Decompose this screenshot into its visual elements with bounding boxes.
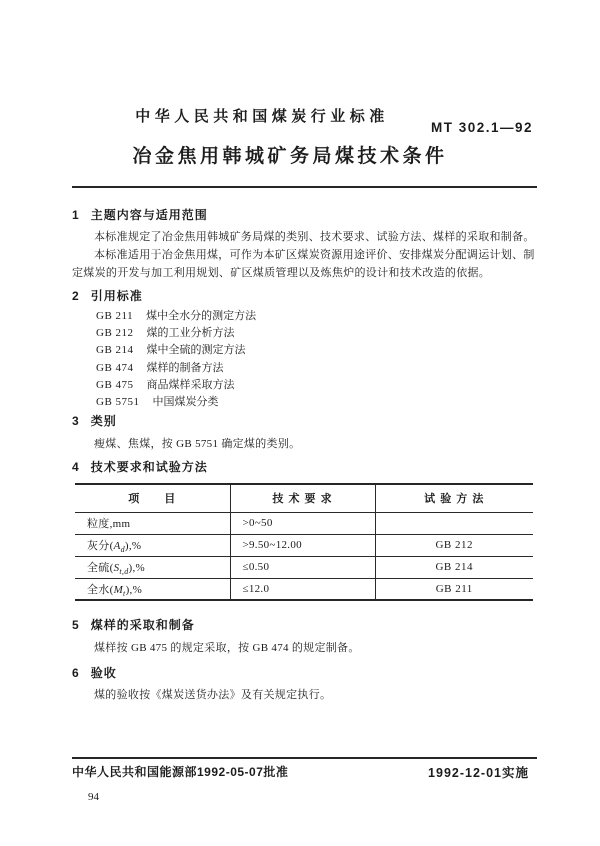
reference-item [96, 377, 537, 394]
table-cell-method: GB 214 [375, 556, 533, 578]
section-2-heading [72, 287, 537, 304]
approval-line: 中华人民共和国能源部1992-05-07批准 [72, 765, 289, 779]
reference-item [96, 360, 537, 377]
implementation-date: 1992-12-01实施 [428, 766, 529, 780]
section-5-title: 煤样的采取和制备 [90, 618, 195, 632]
reference-code: GB 211 [96, 310, 134, 322]
table-cell-item: 全硫$(S_{t,d}),\%$ [75, 556, 230, 578]
reference-code: GB 212 [96, 327, 134, 340]
section-1-title: 主题内容与适用范围 [90, 208, 208, 222]
requirements-table [75, 483, 533, 601]
section-5-paragraph: 煤样按 GB 475 的规定采取，按 GB 474 的规定制备。 [94, 642, 360, 654]
reference-list [96, 308, 537, 411]
header-rule [72, 186, 537, 188]
section-5-heading [72, 616, 537, 633]
standard-org-line: 中华人民共和国煤炭行业标准 [135, 108, 389, 125]
section-6-paragraph: 煤的验收按《煤炭送货办法》及有关规定执行。 [94, 689, 332, 701]
reference-code: GB 214 [96, 344, 134, 357]
reference-item [96, 325, 537, 342]
section-6-heading [72, 664, 537, 681]
table-cell-requirement: >9.50~12.00 [230, 534, 375, 556]
section-1-paragraph-2: 本标准适用于冶金焦用煤，可作为本矿区煤炭资源用途评价、安排煤炭分配调运计划、制定煤炭的开发与加工利用规划、矿区煤质管理以及炼焦炉的设计和技术改造的依据。 [72, 249, 535, 279]
reference-item [96, 394, 537, 411]
reference-code: GB 475 [96, 378, 134, 391]
section-3-number: 3 [72, 414, 79, 428]
reference-code: GB 5751 [96, 396, 140, 409]
section-3-paragraph: 瘦煤、焦煤，按 GB 5751 确定煤的类别。 [94, 438, 301, 450]
table-cell-method [375, 512, 533, 534]
table-row [75, 534, 533, 556]
page-content [72, 0, 537, 846]
section-3-heading [72, 412, 537, 429]
section-1-paragraph-1: 本标准规定了冶金焦用韩城矿务局煤的类别、技术要求、试验方法、煤样的采取和制备。 [94, 231, 535, 243]
section-5-number: 5 [72, 618, 79, 632]
reference-name: 煤中全水分的测定方法 [146, 310, 257, 322]
reference-name: 煤样的制备方法 [146, 361, 224, 374]
table-cell-method: GB 212 [375, 534, 533, 556]
column-header-method: 试 验 方 法 [375, 484, 533, 512]
table-cell-item: 粒度,mm [75, 512, 230, 534]
section-6-title: 验收 [90, 666, 117, 680]
standard-number: MT 302.1—92 [430, 120, 533, 135]
reference-code: GB 474 [96, 361, 134, 374]
section-4-heading [72, 458, 537, 475]
section-3-title: 类别 [90, 414, 117, 428]
section-4-title: 技术要求和试验方法 [90, 460, 208, 474]
document-title: 冶金焦用韩城矿务局煤技术条件 [132, 146, 448, 167]
reference-item [96, 308, 537, 325]
section-1-heading [72, 206, 537, 223]
section-4-number: 4 [72, 460, 79, 474]
table-cell-item: 灰分$(A_d),\%$ [75, 534, 230, 556]
column-header-requirement: 技 术 要 求 [230, 484, 375, 512]
table-row [75, 512, 533, 534]
table-cell-requirement: >0~50 [230, 512, 375, 534]
table-header-row [75, 484, 533, 512]
table-cell-requirement: ≤12.0 [230, 578, 375, 600]
reference-name: 煤的工业分析方法 [146, 327, 235, 340]
table-cell-requirement: ≤0.50 [230, 556, 375, 578]
page-number: 94 [88, 791, 99, 803]
table-row [75, 578, 533, 600]
reference-name: 煤中全硫的测定方法 [146, 344, 246, 357]
section-6-number: 6 [72, 666, 79, 680]
section-2-title: 引用标准 [90, 289, 143, 303]
reference-name: 中国煤炭分类 [152, 396, 219, 409]
reference-name: 商品煤样采取方法 [146, 378, 235, 391]
table-cell-item: 全水$(M_t),\%$ [75, 578, 230, 600]
footer-rule [72, 757, 537, 759]
section-2-number: 2 [72, 289, 79, 303]
table-cell-method: GB 211 [375, 578, 533, 600]
table-row [75, 556, 533, 578]
column-header-item: 项 目 [75, 484, 230, 512]
section-1-number: 1 [72, 208, 79, 222]
reference-item [96, 342, 537, 359]
